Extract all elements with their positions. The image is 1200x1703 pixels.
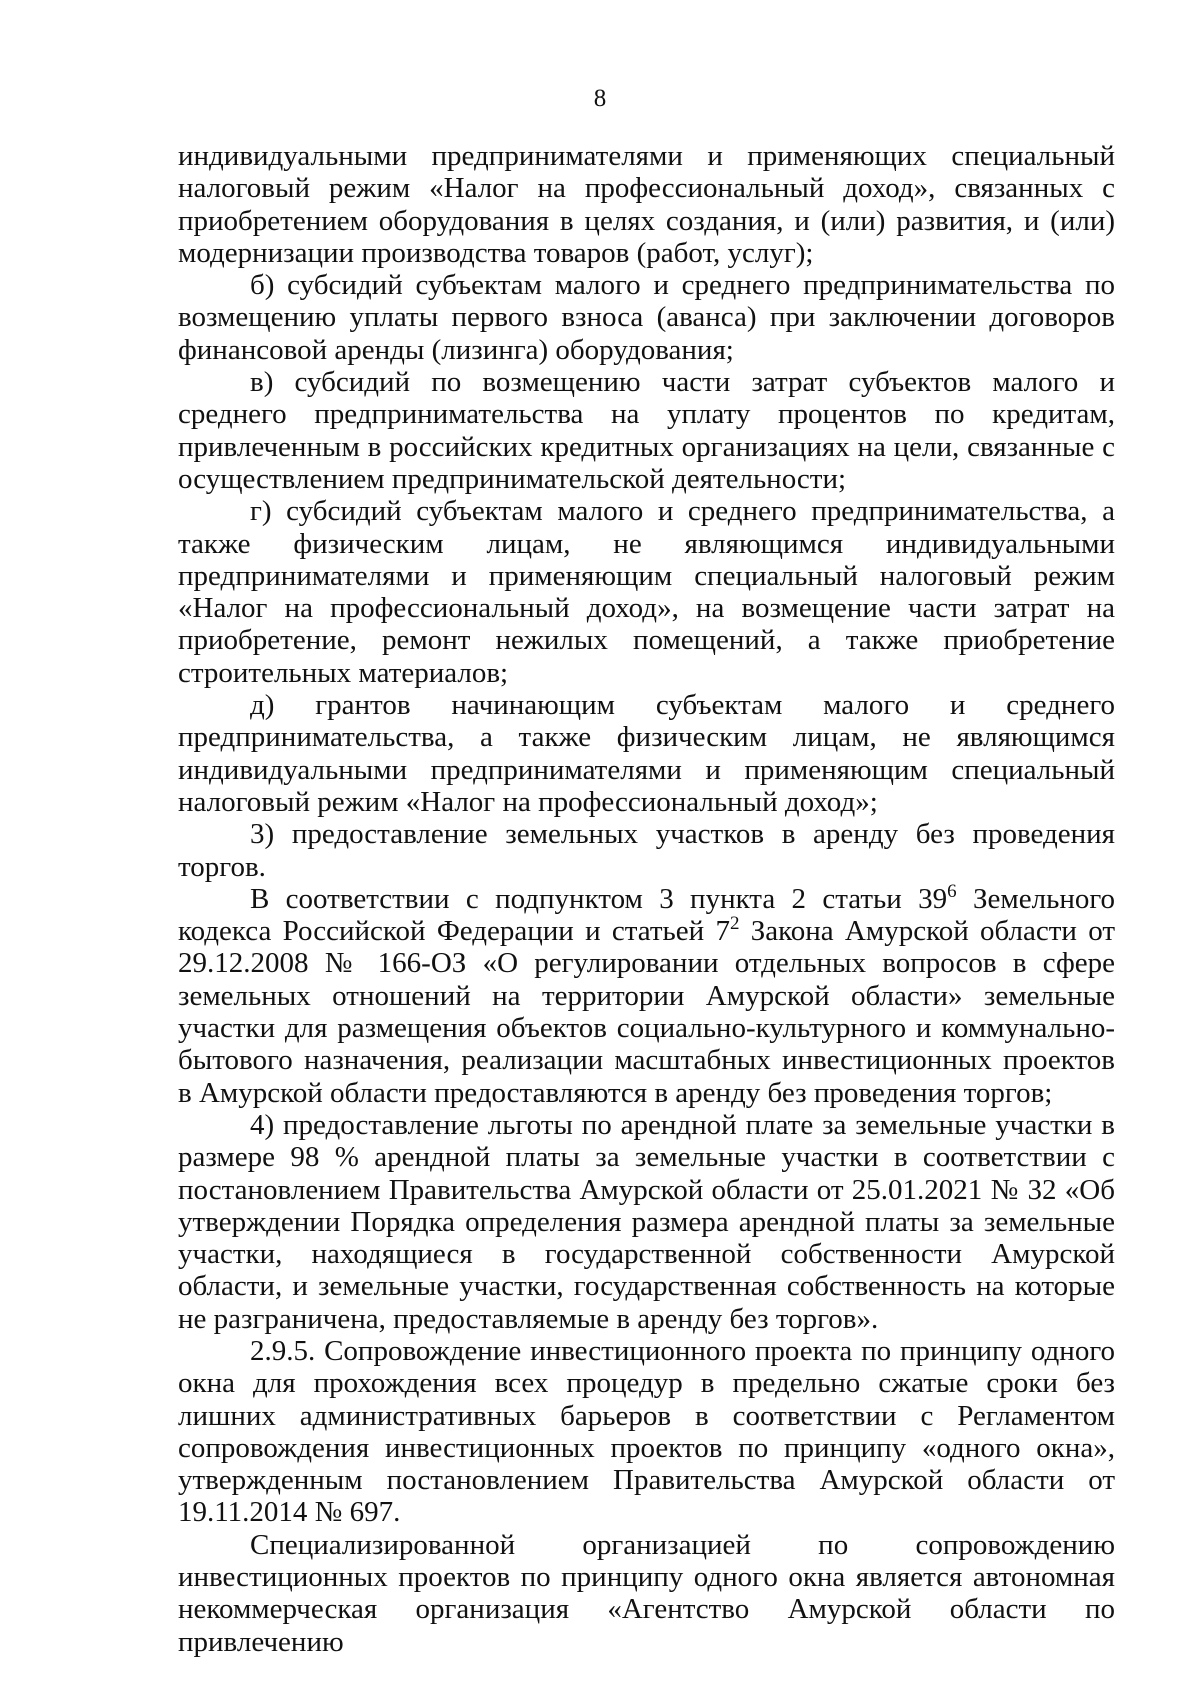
paragraph-2-9-5: 2.9.5. Сопровождение инвестиционного проекта по принципу одного окна для прохождения всех процедур в предельно сжатые сроки без лишних административных барьеров в соответствии с Регламентом сопровождения инвестиционных проектов по принципу «одного окна», утвержденным постановлением Правительства Амурской области от 19.11.2014 № 697. xyxy=(178,1334,1115,1529)
paragraph-specialized-organization: Специализированной организацией по сопровождению инвестиционных проектов по принципу одного окна является автономная некоммерческая организация «Агентство Амурской области по привлечению xyxy=(178,1528,1115,1658)
document-body xyxy=(178,140,1115,1658)
land-code-text-1: В соответствии с подпунктом 3 пункта 2 статьи 39 xyxy=(250,882,948,915)
paragraph-item-g: г) субсидий субъектам малого и среднего предпринимательства, а также физическим лицам, не являющимся индивидуальными предпринимателями и применяющим специальный налоговый режим «Налог на профессиональный доход», на возмещение части затрат на приобретение, ремонт нежилых помещений, а также приобретение строительных материалов; xyxy=(178,495,1115,689)
paragraph-item-d: д) грантов начинающим субъектам малого и среднего предпринимательства, а также физическим лицам, не являющимся индивидуальными предпринимателями и применяющим специальный налоговый режим «Налог на профессиональный доход»; xyxy=(178,689,1115,818)
land-code-text-2: Земельного кодекса Российской Федерации и статьей 7 xyxy=(178,882,1116,948)
superscript-article-39: 6 xyxy=(947,880,957,902)
paragraph-item-3: 3) предоставление земельных участков в аренду без проведения торгов. xyxy=(178,818,1115,883)
paragraph-item-b: б) субсидий субъектам малого и среднего предпринимательства по возмещению уплаты первого взноса (аванса) при заключении договоров финансовой аренды (лизинга) оборудования; xyxy=(178,269,1115,366)
paragraph-continuation: индивидуальными предпринимателями и применяющих специальный налоговый режим «Налог на профессиональный доход», связанных с приобретением оборудования в целях создания, и (или) развития, и (или) модернизации производства товаров (работ, услуг); xyxy=(178,140,1115,269)
paragraph-item-v: в) субсидий по возмещению части затрат субъектов малого и среднего предпринимательства на уплату процентов по кредитам, привлеченным в российских кредитных организациях на цели, связанные с осуществлением предпринимательской деятельности; xyxy=(178,366,1115,495)
page-number: 8 xyxy=(593,85,607,112)
superscript-article-7: 2 xyxy=(729,913,740,935)
paragraph-item-4: 4) предоставление льготы по арендной плате за земельные участки в размере 98 % арендной платы за земельные участки в соответствии с постановлением Правительства Амурской области от 25.01.2021 № 32 «Об утверждении Порядка определения размера арендной платы за земельные участки, находящиеся в государственной собственности Амурской области, и земельные участки, государственная собственность на которые не разграничена, предоставляемые в аренду без торгов». xyxy=(178,1108,1115,1335)
paragraph-land-code xyxy=(178,880,1116,1109)
land-code-text-3: Закона Амурской области от 29.12.2008 № 166-ОЗ «О регулировании отдельных вопросов в сфере земельных отношений на территории Амурской области» земельные участки для размещения объектов социально-культурного и коммунально-бытового назначения, реализации масштабных инвестиционных проектов в Амурской области предоставляются в аренду без проведения торгов; xyxy=(178,915,1115,1109)
